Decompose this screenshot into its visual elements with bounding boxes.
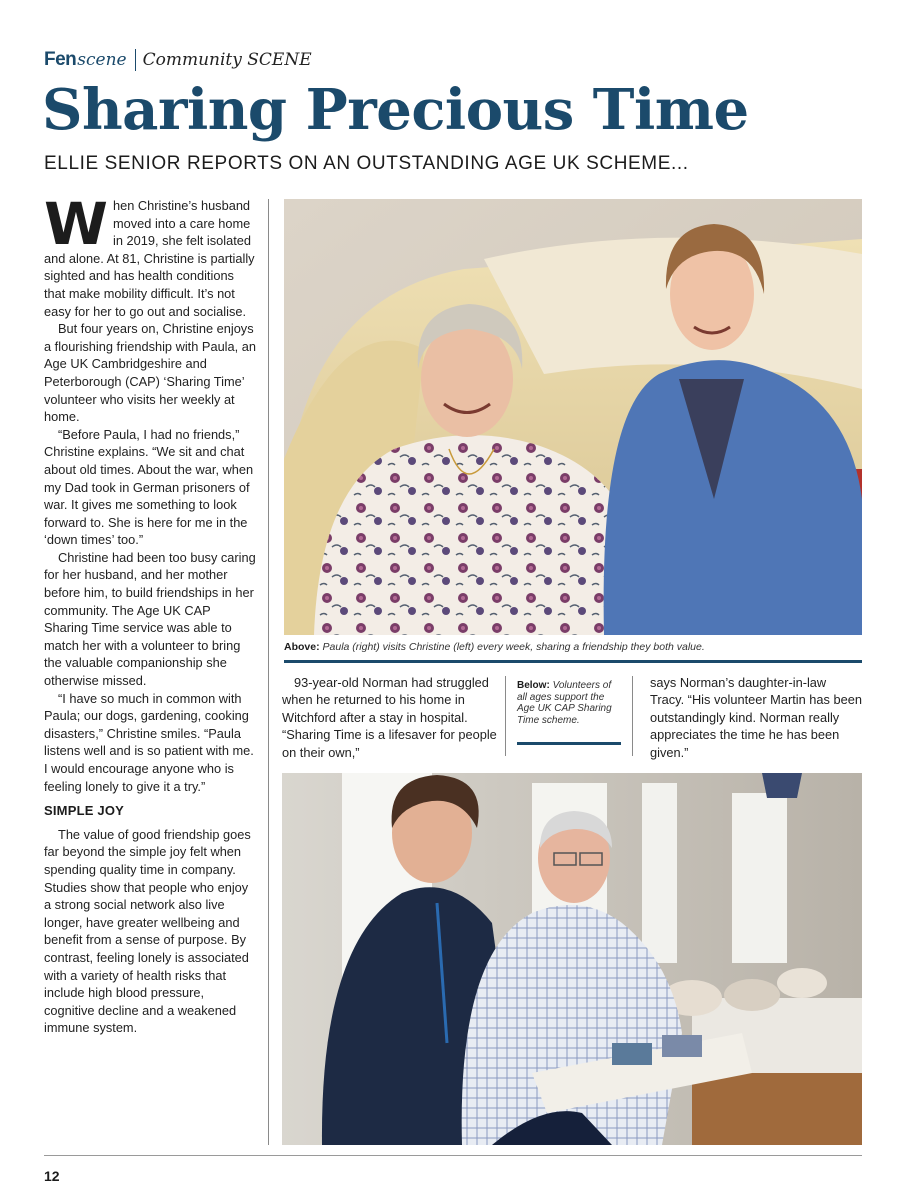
caption-below: [517, 680, 623, 726]
caption-below-text: Volunteers of all ages support the Age UK CAP Sharing Time scheme.: [517, 680, 612, 726]
brand-logo-scene: scene: [77, 50, 127, 70]
column-divider: [505, 676, 506, 756]
photo-norman-and-volunteer: [282, 773, 862, 1145]
article-paragraph: “I have so much in common with Paula; our dogs, gardening, cooking disasters,” Christine smiles. “Paula listens well and is so patient with me. I would encourage anyone who is feeling lonely to give it a try.”: [44, 690, 254, 794]
drop-cap: W: [44, 190, 108, 258]
caption-rule: [284, 660, 862, 663]
article-paragraph: Christine had been too busy caring for her husband, and her mother before him, to build friendships in her community. The Age UK CAP Sharing Time service was able to match her with a volunteer to bring the valuable companionship she otherwise missed.: [44, 549, 256, 689]
article-paragraph: When Christine’s husband moved into a care home in 2019, she felt isolated and alone. At 81, Christine is partially sighted and has health conditions that make mobility difficult. It’s not easy for her to go out and socialise.: [44, 190, 255, 319]
article-paragraph: But four years on, Christine enjoys a flourishing friendship with Paula, an Age UK Cambridgeshire and Peterborough (CAP) ‘Sharing Time’ volunteer who visits her weekly at home.: [44, 321, 256, 425]
brand-logo-fen: Fen: [44, 49, 77, 70]
footer-rule: [44, 1155, 862, 1156]
caption-above: [284, 641, 862, 654]
article-paragraph: The value of good friendship goes far beyond the simple joy felt when spending quality time in company. Studies show that people who enjoy a strong social network also live longer, have greater wellbeing and benefit from a sense of purpose. By contrast, feeling lonely is associated with a variety of health risks that include high blood pressure, cognitive decline and a weakened immune system.: [44, 826, 251, 1036]
page-number: 12: [44, 1168, 60, 1184]
caption-below-rule: [517, 742, 621, 745]
column-divider: [268, 199, 269, 1145]
article-column-main: [44, 190, 258, 1037]
masthead-divider: [135, 49, 136, 71]
section-label: Community SCENE: [142, 50, 312, 70]
caption-below-label: Below:: [517, 680, 550, 691]
caption-above-text: Paula (right) visits Christine (left) every week, sharing a friendship they both value.: [322, 641, 705, 653]
article-subheading: SIMPLE JOY: [44, 803, 125, 819]
article-column-middle-right: [650, 674, 862, 761]
article-column-middle-left: [282, 674, 502, 761]
photo-paula-and-christine: [284, 199, 862, 635]
article-paragraph: says Norman’s daughter-in-law Tracy. “His volunteer Martin has been outstandingly kind. Norman really appreciates the time he has been given.”: [650, 675, 862, 760]
article-headline: Sharing Precious Time: [42, 77, 749, 143]
article-paragraph: “Before Paula, I had no friends,” Christine explains. “We sit and chat about old times. About the war, when my Dad took in German prisoners of war. It gives me something to look forward to. She is here for me in the ‘down times’ too.”: [44, 426, 254, 548]
column-divider: [632, 676, 633, 756]
article-standfirst: ELLIE SENIOR REPORTS ON AN OUTSTANDING AGE UK SCHEME...: [44, 153, 689, 174]
caption-above-label: Above:: [284, 641, 320, 653]
article-paragraph: 93-year-old Norman had struggled when he returned to his home in Witchford after a stay in hospital. “Sharing Time is a lifesaver for people on their own,”: [282, 675, 497, 760]
masthead: [44, 47, 312, 73]
